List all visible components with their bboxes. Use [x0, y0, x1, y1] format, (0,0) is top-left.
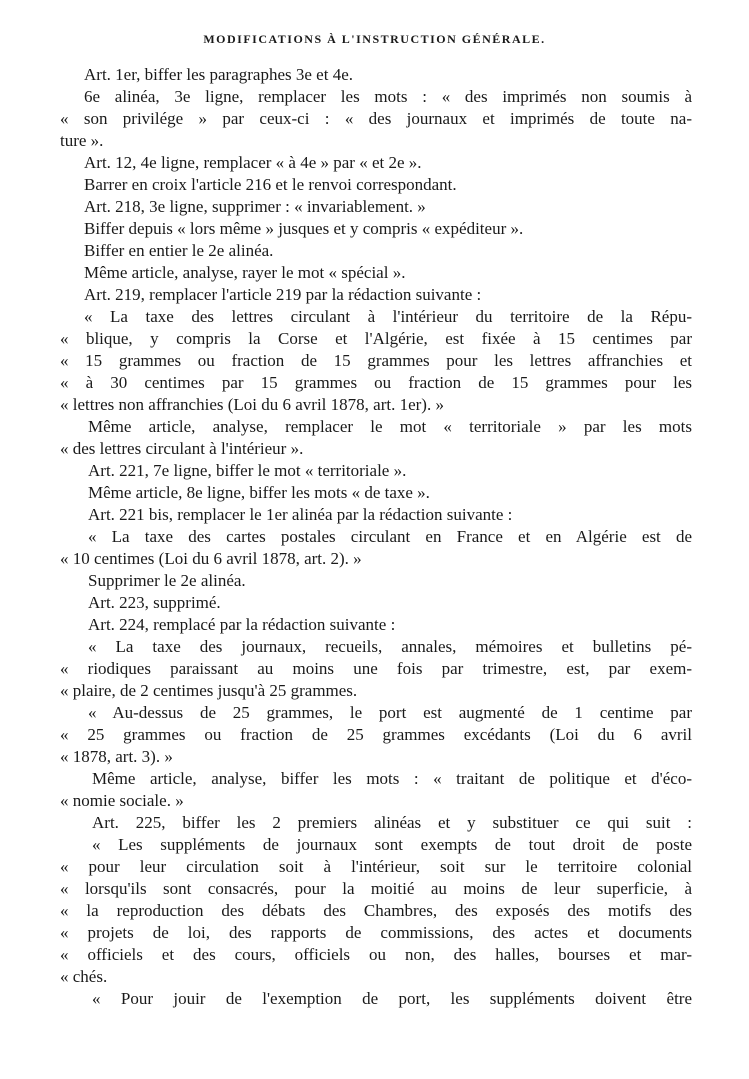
- text-line: « riodiques paraissant au moins une fois par trimestre, est, par exem-: [60, 659, 692, 678]
- running-header: MODIFICATIONS À L'INSTRUCTION GÉNÉRALE.: [203, 32, 546, 46]
- text-line: Même article, 8e ligne, biffer les mots « de taxe ».: [88, 483, 430, 502]
- text-line: Même article, analyse, rayer le mot « spécial ».: [84, 263, 406, 282]
- text-line: « 1878, art. 3). »: [60, 747, 173, 766]
- text-line: Art. 12, 4e ligne, remplacer « à 4e » par « et 2e ».: [84, 153, 422, 172]
- text-line: « Pour jouir de l'exemption de port, les suppléments doivent être: [92, 989, 692, 1008]
- text-line: Art. 218, 3e ligne, supprimer : « invariablement. »: [84, 197, 426, 216]
- text-line: « La taxe des journaux, recueils, annales, mémoires et bulletins pé-: [88, 637, 692, 656]
- text-line: « officiels et des cours, officiels ou non, des halles, bourses et mar-: [60, 945, 692, 964]
- text-line: « son privilége » par ceux-ci : « des journaux et imprimés de toute na-: [60, 109, 692, 128]
- text-line: « Les suppléments de journaux sont exempts de tout droit de poste: [92, 835, 692, 854]
- text-line: Biffer depuis « lors même » jusques et y compris « expéditeur ».: [84, 219, 524, 238]
- text-line: « 25 grammes ou fraction de 25 grammes excédants (Loi du 6 avril: [60, 725, 692, 744]
- text-line: « nomie sociale. »: [60, 791, 184, 810]
- text-line: Supprimer le 2e alinéa.: [88, 571, 246, 590]
- text-line: Biffer en entier le 2e alinéa.: [84, 241, 274, 260]
- text-line: Art. 225, biffer les 2 premiers alinéas et y substituer ce qui suit :: [92, 813, 692, 832]
- text-line: Art. 224, remplacé par la rédaction suivante :: [88, 615, 396, 634]
- text-line: « 15 grammes ou fraction de 15 grammes pour les lettres affranchies et: [60, 351, 692, 370]
- text-line: Art. 219, remplacer l'article 219 par la rédaction suivante :: [84, 285, 482, 304]
- text-line: « La taxe des cartes postales circulant en France et en Algérie est de: [88, 527, 692, 546]
- text-line: Art. 221, 7e ligne, biffer le mot « territoriale ».: [88, 461, 407, 480]
- text-line: « chés.: [60, 967, 108, 986]
- text-line: Art. 221 bis, remplacer le 1er alinéa par la rédaction suivante :: [88, 505, 513, 524]
- text-line: « lorsqu'ils sont consacrés, pour la moitié au moins de leur superficie, à: [60, 879, 692, 898]
- text-line: Même article, analyse, biffer les mots : « traitant de politique et d'éco-: [92, 769, 692, 788]
- text-line: « pour leur circulation soit à l'intérieur, soit sur le territoire colonial: [60, 857, 692, 876]
- text-line: « lettres non affranchies (Loi du 6 avril 1878, art. 1er). »: [60, 395, 444, 414]
- text-line: « blique, y compris la Corse et l'Algérie, est fixée à 15 centimes par: [60, 329, 692, 348]
- text-line: « Au-dessus de 25 grammes, le port est augmenté de 1 centime par: [88, 703, 692, 722]
- text-line: « la reproduction des débats des Chambres, des exposés des motifs des: [60, 901, 692, 920]
- text-line: « 10 centimes (Loi du 6 avril 1878, art. 2). »: [60, 549, 362, 568]
- document-body: [60, 64, 692, 1010]
- text-line: « projets de loi, des rapports de commissions, des actes et documents: [60, 923, 692, 942]
- text-line: 6e alinéa, 3e ligne, remplacer les mots : « des imprimés non soumis à: [84, 87, 692, 106]
- text-line: Barrer en croix l'article 216 et le renvoi correspondant.: [84, 175, 457, 194]
- text-line: Art. 1er, biffer les paragraphes 3e et 4e.: [84, 65, 353, 84]
- text-line: ture ».: [60, 131, 104, 150]
- text-line: Art. 223, supprimé.: [88, 593, 221, 612]
- text-line: « plaire, de 2 centimes jusqu'à 25 grammes.: [60, 681, 358, 700]
- text-line: « à 30 centimes par 15 grammes ou fraction de 15 grammes pour les: [60, 373, 692, 392]
- text-line: « des lettres circulant à l'intérieur ».: [60, 439, 304, 458]
- text-line: « La taxe des lettres circulant à l'intérieur du territoire de la Répu-: [84, 307, 692, 326]
- text-line: Même article, analyse, remplacer le mot « territoriale » par les mots: [88, 417, 692, 436]
